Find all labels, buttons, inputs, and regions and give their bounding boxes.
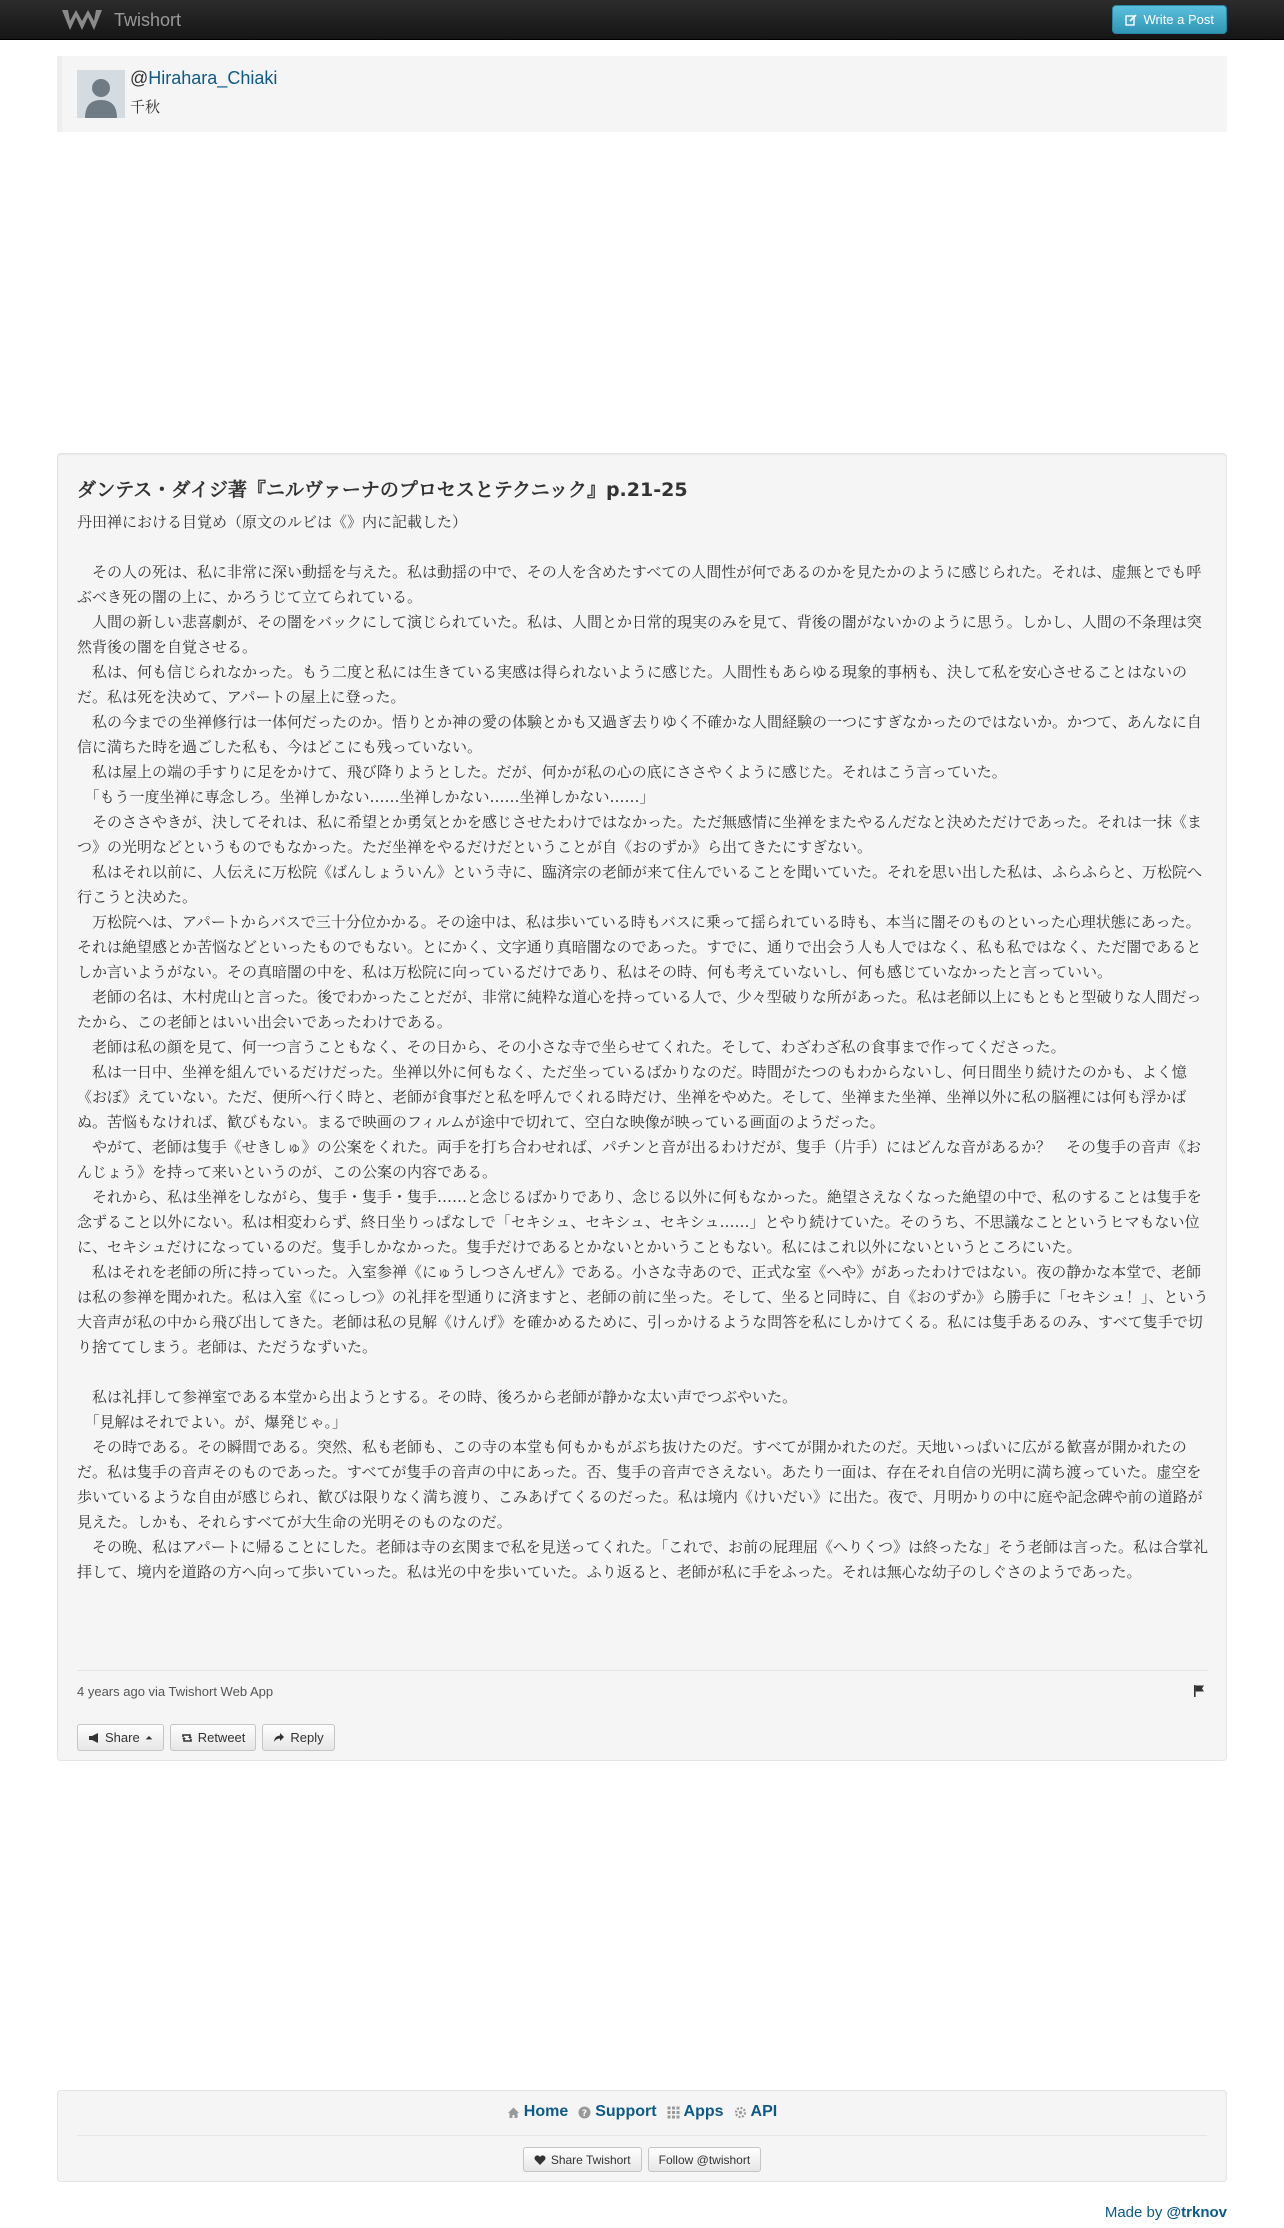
- post-meta[interactable]: 4 years ago via Twishort Web App: [77, 1684, 274, 1699]
- footer: [57, 2090, 1227, 2182]
- write-post-label: Write a Post: [1143, 12, 1214, 27]
- author-display-name: 千秋: [130, 98, 161, 116]
- handle-at: @: [130, 68, 149, 88]
- post-title: ダンテス・ダイジ著『ニルヴァーナのプロセスとテクニック』p.21-25: [77, 479, 688, 501]
- post-body: [77, 510, 1210, 1585]
- api-label: API: [750, 2103, 778, 2120]
- brand-name: Twishort: [114, 9, 182, 30]
- edit-icon: [1125, 14, 1137, 26]
- support-label: Support: [595, 2103, 657, 2120]
- share-twishort-button[interactable]: [523, 2147, 642, 2172]
- author-handle: [130, 68, 277, 89]
- question-icon: [578, 2106, 591, 2119]
- post-card: [57, 453, 1227, 1761]
- footer-apps-link[interactable]: [667, 2103, 724, 2121]
- flag-icon[interactable]: [1192, 1684, 1206, 1698]
- svg-text:?: ?: [582, 2108, 588, 2119]
- reply-button[interactable]: [262, 1724, 334, 1751]
- home-label: Home: [523, 2103, 569, 2120]
- reply-label: Reply: [290, 1730, 324, 1745]
- made-by-prefix: Made by: [1104, 2204, 1167, 2221]
- heart-icon: [534, 2154, 546, 2166]
- share-button[interactable]: [77, 1724, 164, 1751]
- author-username-link[interactable]: Hirahara_Chiaki: [148, 68, 278, 88]
- follow-twishort-label: Follow @twishort: [658, 2152, 751, 2167]
- default-user-icon: [77, 70, 125, 118]
- footer-support-link[interactable]: [578, 2103, 656, 2121]
- footer-home-link[interactable]: [507, 2103, 568, 2121]
- share-label: Share: [105, 1730, 140, 1745]
- footer-buttons: [58, 2147, 1226, 2172]
- top-navbar: [0, 0, 1284, 40]
- apps-label: Apps: [683, 2103, 724, 2120]
- footer-api-link[interactable]: [734, 2103, 778, 2121]
- follow-twishort-button[interactable]: [648, 2147, 762, 2172]
- home-icon: [507, 2106, 520, 2119]
- post-text: 丹田禅における目覚め（原文のルビは《》内に記載した） その人の死は、私に非常に深い動揺を与えた。私は動揺の中で、その人を含めたすべての人間性が何であるのかを見たかのように感じられた。それは、虚無とでも呼ぶべき死の闇の上に、かろうじて立てられている。 人間の新しい悲喜劇が、その闇をバックにして演じられていた。私は、人間とか日常的現実のみを見て、背後の闇がないかのように思う。しかし、人間の不条理は突然背後の闇を自覚させる。 私は、何も信じられなかった。もう二度と私には生きている実感は得られないように感じた。人間性もあらゆる現象的事柄も、決して私を安心させることはないのだ。私は死を決めて、アパートの屋上に登った。 私の今までの坐禅修行は一体何だったのか。悟りとか神の愛の体験とかも又過ぎ去りゆく不確かな人間経験の一つにすぎなかったのではないか。かつて、あんなに自信に満ちた時を過ごした私も、今はどこにも残っていない。 私は屋上の端の手すりに足をかけて、飛び降りようとした。だが、何かが私の心の底にささやくように感じた。それはこう言っていた。 「もう一度坐禅に専念しろ。坐禅しかない……坐禅しかない……坐禅しかない……」 そのささやきが、決してそれは、私に希望とか勇気とかを感じさせたわけではなかった。ただ無感情に坐禅をまたやるんだなと決めただけであった。それは一抹《まつ》の光明などというものでもなかった。ただ坐禅をやるだけだということが自《おのずか》ら出てきたにすぎない。 私はそれ以前に、人伝えに万松院《ばんしょういん》という寺に、臨済宗の老師が来て住んでいることを聞いていた。それを思い出した私は、ふらふらと、万松院へ行こうと決めた。 万松院へは、アパートからバスで三十分位かかる。その途中は、私は歩いている時もバスに乗って揺られている時も、本当に闇そのものといった心理状態にあった。それは絶望感とか苦悩などといったものでもない。とにかく、文字通り真暗闇なのであった。すでに、通りで出会う人も人ではなく、私も私ではなく、ただ闇であるとしか言いようがない。その真暗闇の中を、私は万松院に向っているだけであり、私はその時、何も考えていないし、何も感じていなかったと言っていい。 老師の名は、木村虎山と言った。後でわかったことだが、非常に純粋な道心を持っている人で、少々型破りな所があった。私は老師以上にもともと型破りな人間だったから、この老師とはいい出会いであったわけである。 老師は私の顔を見て、何一つ言うこともなく、その日から、その小さな寺で坐らせてくれた。そして、わざわざ私の食事まで作ってくださった。 私は一日中、坐禅を組んでいるだけだった。坐禅以外に何もなく、ただ坐っているばかりなのだ。時間がたつのもわからないし、何日間坐り続けたのかも、よく憶《おぼ》えていない。ただ、便所へ行く時と、老師が食事だと私を呼んでくれる時だけ、坐禅をやめた。そして、坐禅また坐禅、坐禅以外に私の脳裡には何も浮かばぬ。苦悩もなければ、歓びもない。まるで映画のフィルムが途中で切れて、空白な映像が映っている画面のようだった。 やがて、老師は隻手《せきしゅ》の公案をくれた。両手を打ち合わせれば、パチンと音が出るわけだが、隻手（片手）にはどんな音があるか？ その隻手の音声《おんじょう》を持って来いというのが、この公案の内容である。 それから、私は坐禅をしながら、隻手・隻手・隻手……と念じるばかりであり、念じる以外に何もなかった。絶望さえなくなった絶望の中で、私のすることは隻手を念ずること以外にない。私は相変わらず、終日坐りっぱなしで「セキシュ、セキシュ、セキシュ……」とやり続けていた。そのうち、不思議なことというヒマもない位に、セキシュだけになっているのだ。隻手しかなかった。隻手だけであるとかないとかいうこともない。私にはこれ以外にないというところにいた。 私はそれを老師の所に持っていった。入室参禅《にゅうしつさんぜん》である。小さな寺あので、正式な室《へや》があったわけではない。夜の静かな本堂で、老師は私の参禅を聞かれた。私は入室《にっしつ》の礼拝を型通りに済ますと、老師の前に坐った。そして、坐ると同時に、自《おのずか》ら勝手に「セキシュ！」、という大音声が私の中から飛び出してきた。老師は私の見解《けんげ》を確かめるために、引っかけるような問答を私にしかけてくる。私には隻手あるのみ、すべて隻手で切り捨ててしまう。老師は、ただうなずいた。 私は礼拝して参禅室である本堂から出ようとする。その時、後ろから老師が静かな太い声でつぶやいた。 「見解はそれでよい。が、爆発じゃ。」 その時である。その瞬間である。突然、私も老師も、この寺の本堂も何もかもがぶち抜けたのだ。すべてが開かれたのだ。天地いっぱいに広がる歓喜が開かれたのだ。私は隻手の音声そのものであった。すべてが隻手の音声の中にあった。否、隻手の音声でさえない。あたり一面は、存在それ自信の光明に満ち渡っていた。虚空を歩いているような自由が感じられ、歓びは限りなく満ち渡り、こみあげてくるのだった。私は境内《けいだい》に出た。夜で、月明かりの中に庭や記念碑や前の道路が見えた。しかも、それらすべてが大生命の光明そのものなのだ。 その晩、私はアパートに帰ることにした。老師は寺の玄関まで私を見送ってくれた。「これで、お前の屁理屈《へりくつ》は終ったな」そう老師は言った。私は合掌礼拝して、境内を道路の方へ向って歩いていった。私は光の中を歩いていた。ふり返ると、老師が私に手をふった。それは無心な幼子のしぐさのようであった。: [77, 513, 1209, 1581]
- grid-icon: [667, 2106, 680, 2119]
- divider: [77, 1670, 1208, 1671]
- share-twishort-label: Share Twishort: [550, 2152, 631, 2167]
- bullhorn-icon: [88, 1732, 100, 1744]
- brand-link[interactable]: [60, 4, 181, 36]
- retweet-icon: [181, 1732, 193, 1744]
- share-arrow-icon: [273, 1732, 285, 1744]
- twishort-logo-icon: [60, 7, 104, 33]
- made-by-author-link[interactable]: @trknov: [1166, 2204, 1227, 2221]
- post-actions: [77, 1724, 335, 1751]
- made-by: [1105, 2204, 1227, 2221]
- footer-links: [58, 2103, 1226, 2121]
- retweet-button[interactable]: [170, 1724, 257, 1751]
- footer-divider: [77, 2135, 1207, 2136]
- cog-icon: [734, 2106, 747, 2119]
- retweet-label: Retweet: [197, 1730, 246, 1745]
- avatar[interactable]: [77, 70, 125, 118]
- author-profile: [57, 56, 1227, 132]
- caret-up-icon: [145, 1734, 153, 1742]
- write-post-button[interactable]: [1112, 5, 1227, 34]
